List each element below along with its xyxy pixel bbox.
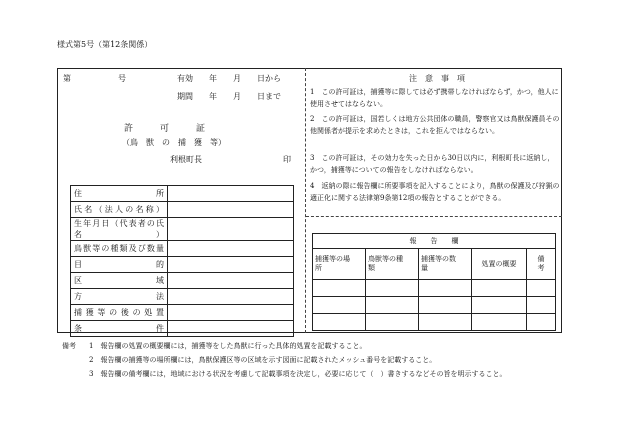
field-row — [71, 241, 294, 257]
seal-mark: 印 — [283, 155, 291, 164]
number-prefix: 第 — [63, 74, 71, 83]
field-label: 氏名（法人の名称） — [71, 202, 168, 218]
field-label: 生年月日（代表者の氏名） — [71, 218, 168, 241]
field-value[interactable] — [168, 321, 294, 337]
form-number-title: 様式第5号（第12条関係） — [57, 40, 153, 49]
permit-title: 許 可 証 — [124, 124, 206, 134]
report-col-species: 鳥獣等の種 類 — [366, 249, 419, 280]
report-heading: 報 告 欄 — [313, 234, 556, 249]
field-row — [71, 321, 294, 337]
vertical-divider — [305, 68, 306, 333]
remarks-label: 備考 — [62, 342, 76, 350]
remark-item: 1 報告欄の処置の概要欄には，捕獲等をした鳥獣に行った具体的処置を記載すること。 — [89, 342, 367, 350]
field-label: 条 件 — [71, 321, 168, 337]
field-row — [71, 289, 294, 305]
notice-item: 1 この許可証は，捕獲等に際しては必ず携帯しなければならず，かつ，他人に使用させてはならない。 — [310, 88, 559, 108]
field-label: 目 的 — [71, 257, 168, 273]
report-table — [312, 233, 559, 331]
report-row — [313, 280, 556, 297]
period-to: 期間 年 月 日まで — [177, 92, 281, 101]
report-col-disposal: 処置の概要 — [472, 249, 527, 280]
report-col-quantity: 捕獲等の数 量 — [419, 249, 472, 280]
report-col-location: 捕獲等の場 所 — [313, 249, 366, 280]
permit-field-table — [70, 185, 294, 337]
permit-subtitle: （鳥 獣 の 捕 獲 等） — [122, 138, 226, 147]
issuer-name: 利根町長 — [170, 155, 202, 164]
field-row — [71, 273, 294, 289]
field-value[interactable] — [168, 257, 294, 273]
field-row — [71, 218, 294, 241]
report-col-remarks: 備 考 — [527, 249, 556, 280]
field-row — [71, 257, 294, 273]
remark-item: 2 報告欄の捕獲等の場所欄には，鳥獣保護区等の区域を示す図面に記載されたメッシュ番号を記載すること。 — [89, 356, 437, 364]
field-value[interactable] — [168, 202, 294, 218]
valid-from: 有効 年 月 日から — [177, 74, 281, 83]
field-label: 捕獲等の後の処置 — [71, 305, 168, 321]
field-value[interactable] — [168, 305, 294, 321]
field-label: 方 法 — [71, 289, 168, 305]
field-label: 住 所 — [71, 186, 168, 202]
notice-heading: 注 意 事 項 — [409, 74, 465, 83]
field-label: 区 域 — [71, 273, 168, 289]
field-value[interactable] — [168, 218, 294, 241]
remark-item: 3 報告欄の備考欄には，地域における状況を考慮して記載事項を決定し，必要に応じて（ ）書きするなどその旨を明示すること。 — [89, 370, 507, 378]
report-row — [313, 297, 556, 314]
notice-item: 4 返納の際に報告欄に所要事項を記入することにより，鳥獣の保護及び狩猟の適正化に関する法律第9条第12項の報告とすることができる。 — [310, 182, 560, 202]
field-value[interactable] — [168, 273, 294, 289]
notice-item: 2 この許可証は，国若しくは地方公共団体の職員，警察官又は鳥獣保護員その他関係者が提示を求めたときは，これを拒んではならない。 — [310, 115, 560, 135]
field-value[interactable] — [168, 186, 294, 202]
field-row — [71, 202, 294, 218]
report-row — [313, 314, 556, 331]
field-row — [71, 305, 294, 321]
field-value[interactable] — [168, 289, 294, 305]
field-label: 鳥獣等の種類及び数量 — [71, 241, 168, 257]
field-value[interactable] — [168, 241, 294, 257]
right-horizontal-divider — [306, 216, 562, 217]
notice-item: 3 この許可証は，その効力を失った日から30日以内に，利根町長に返納し，かつ，捕獲等についての報告をしなければならない。 — [310, 154, 555, 174]
field-row — [71, 186, 294, 202]
number-suffix: 号 — [118, 74, 126, 83]
